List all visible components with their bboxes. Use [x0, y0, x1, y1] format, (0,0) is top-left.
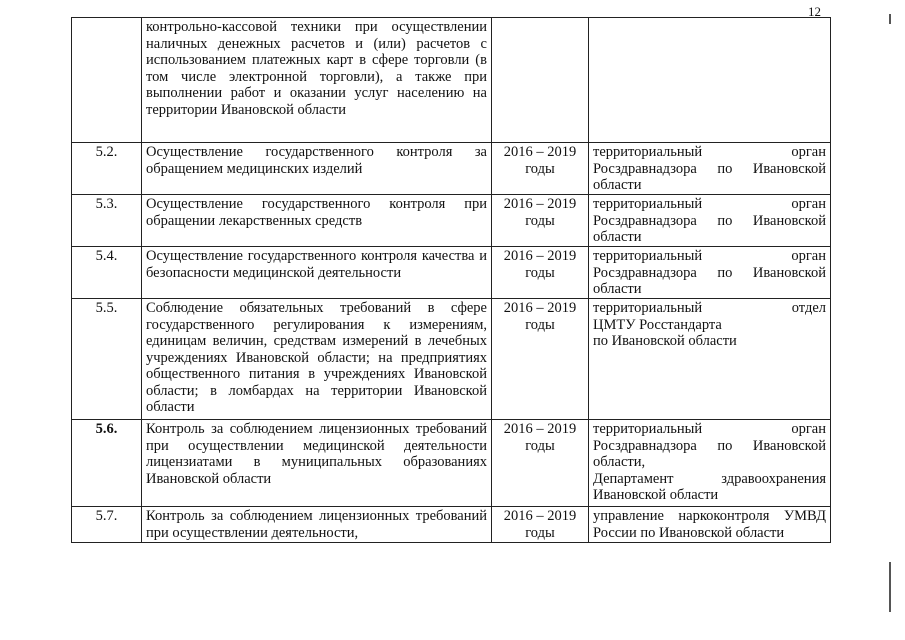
- row-number: 5.4.: [72, 247, 142, 299]
- org-line: Ивановской области: [593, 487, 719, 503]
- org-line: области,: [593, 454, 646, 470]
- org-line: территориальный отдел: [593, 300, 826, 316]
- row-number: 5.6.: [72, 420, 142, 507]
- table-row: [72, 420, 831, 507]
- row-number: 5.3.: [72, 195, 142, 247]
- table-row: [72, 247, 831, 299]
- table-row: [72, 195, 831, 247]
- org-line: области: [593, 177, 642, 193]
- org-line: Росздравнадзора по Ивановской: [593, 212, 826, 229]
- org-line: области: [593, 281, 642, 297]
- scan-edge-mark-top: [889, 14, 891, 24]
- measure-description: Осуществление государственного контроля за обращением медицинских изделий: [142, 143, 492, 195]
- measure-description: Соблюдение обязательных требований в сфере государственного регулирования к измерениям, единицам величин, средствам измерений в лечебных учреждениях Ивановской области; на предприятиях общественного питания в учреждениях Ивановской области; в ломбардах на территории Ивановской области: [142, 299, 492, 420]
- row-number: 5.5.: [72, 299, 142, 420]
- period: 2016 – 2019 годы: [492, 195, 589, 247]
- responsible-org: [589, 299, 831, 420]
- responsible-org: [589, 18, 831, 143]
- org-line: управление наркоконтроля УМВД: [593, 508, 826, 524]
- org-line: территориальный орган: [593, 248, 826, 264]
- period: 2016 – 2019 годы: [492, 507, 589, 543]
- table-row: [72, 299, 831, 420]
- measure-description: Контроль за соблюдением лицензионных требований при осуществлении деятельности,: [142, 507, 492, 543]
- org-line: Росздравнадзора по Ивановской: [593, 264, 826, 281]
- scan-edge-line: [889, 562, 891, 612]
- period: 2016 – 2019 годы: [492, 299, 589, 420]
- responsible-org: [589, 247, 831, 299]
- org-line: территориальный орган: [593, 421, 826, 437]
- org-line: Росздравнадзора по Ивановской: [593, 160, 826, 177]
- table-row: [72, 507, 831, 543]
- row-number: 5.7.: [72, 507, 142, 543]
- responsible-org: [589, 420, 831, 507]
- org-line: Росздравнадзора по Ивановской: [593, 437, 826, 454]
- row-number: [72, 18, 142, 143]
- period: 2016 – 2019 годы: [492, 420, 589, 507]
- period: 2016 – 2019 годы: [492, 143, 589, 195]
- measure-description: контрольно-кассовой техники при осуществлении наличных денежных расчетов и (или) расчетов с использованием платежных карт в сфере торговли (в том числе электронной торговли), а также при выполнении работ и оказании услуг населению на территории Ивановской области: [142, 18, 492, 143]
- org-line: Департамент здравоохранения: [593, 470, 826, 487]
- org-line: по Ивановской области: [593, 333, 737, 349]
- responsible-org: [589, 143, 831, 195]
- measure-description: Осуществление государственного контроля качества и безопасности медицинской деятельности: [142, 247, 492, 299]
- org-line: ЦМТУ Росстандарта: [593, 316, 722, 333]
- org-line: территориальный орган: [593, 144, 826, 160]
- measure-description: Контроль за соблюдением лицензионных требований при осуществлении медицинской деятельности лицензиатами в муниципальных образованиях Ивановской области: [142, 420, 492, 507]
- table-row: [72, 143, 831, 195]
- period: 2016 – 2019 годы: [492, 247, 589, 299]
- page-number: 12: [808, 4, 821, 19]
- responsible-org: [589, 195, 831, 247]
- period: [492, 18, 589, 143]
- org-line: России по Ивановской области: [593, 524, 785, 541]
- org-line: территориальный орган: [593, 196, 826, 212]
- row-number: 5.2.: [72, 143, 142, 195]
- org-line: области: [593, 229, 642, 245]
- measures-table: [71, 17, 831, 543]
- table-row: [72, 18, 831, 143]
- measure-description: Осуществление государственного контроля при обращении лекарственных средств: [142, 195, 492, 247]
- responsible-org: [589, 507, 831, 543]
